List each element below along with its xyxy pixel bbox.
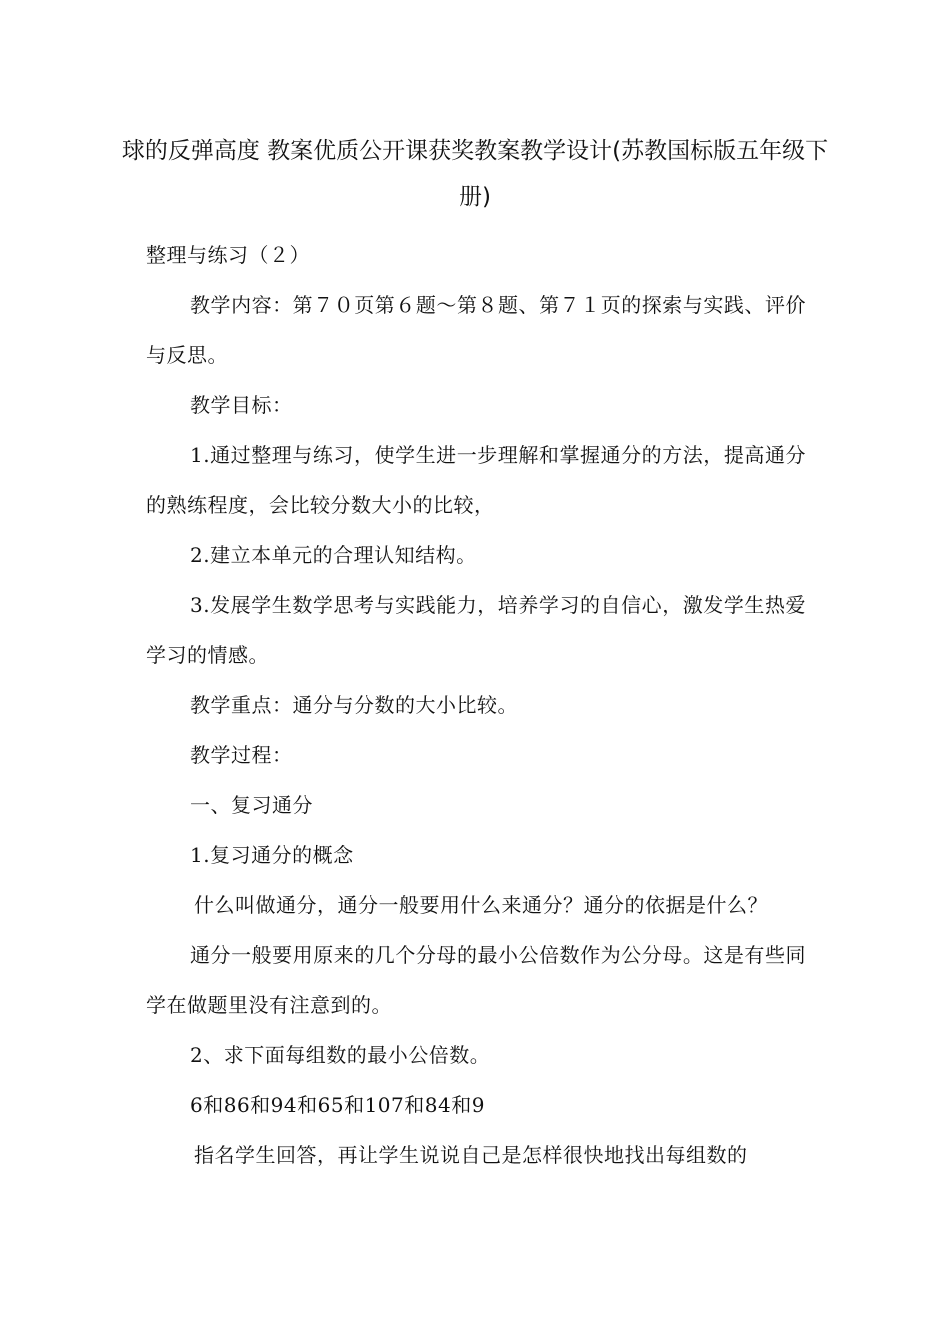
paragraph-instruction: 指名学生回答，再让学生说说自己是怎样很快地找出每组数的 [194, 1143, 748, 1167]
paragraph-objective-3: 3.发展学生数学思考与实践能力，培养学习的自信心，激发学生热爱学习的情感。 [146, 593, 806, 667]
document-body [146, 230, 806, 1180]
paragraph-explanation: 通分一般要用原来的几个分母的最小公倍数作为公分母。这是有些同学在做题里没有注意到的。 [146, 943, 806, 1017]
paragraph-question: 什么叫做通分，通分一般要用什么来通分？通分的依据是什么？ [194, 893, 768, 917]
section-heading: 整理与练习（２） [146, 243, 310, 267]
paragraph-objectives-heading: 教学目标： [190, 393, 293, 417]
paragraph-item-2: 2、求下面每组数的最小公倍数。 [190, 1043, 491, 1067]
paragraph-number-groups: 6和86和94和65和107和84和9 [190, 1093, 485, 1117]
document-title: 球的反弹高度 教案优质公开课获奖教案教学设计(苏教国标版五年级下册) [121, 138, 829, 210]
paragraph-item-1: 1.复习通分的概念 [190, 843, 354, 867]
paragraph-section-one: 一、复习通分 [190, 793, 313, 817]
paragraph-objective-1: 1.通过整理与练习，使学生进一步理解和掌握通分的方法，提高通分的熟练程度，会比较分数大小的比较， [146, 443, 806, 517]
paragraph-process-heading: 教学过程： [190, 743, 293, 767]
paragraph-key-points: 教学重点：通分与分数的大小比较。 [190, 693, 518, 717]
paragraph-teaching-content: 教学内容：第７０页第６题～第８题、第７１页的探索与实践、评价与反思。 [146, 293, 806, 367]
paragraph-objective-2: 2.建立本单元的合理认知结构。 [190, 543, 477, 567]
